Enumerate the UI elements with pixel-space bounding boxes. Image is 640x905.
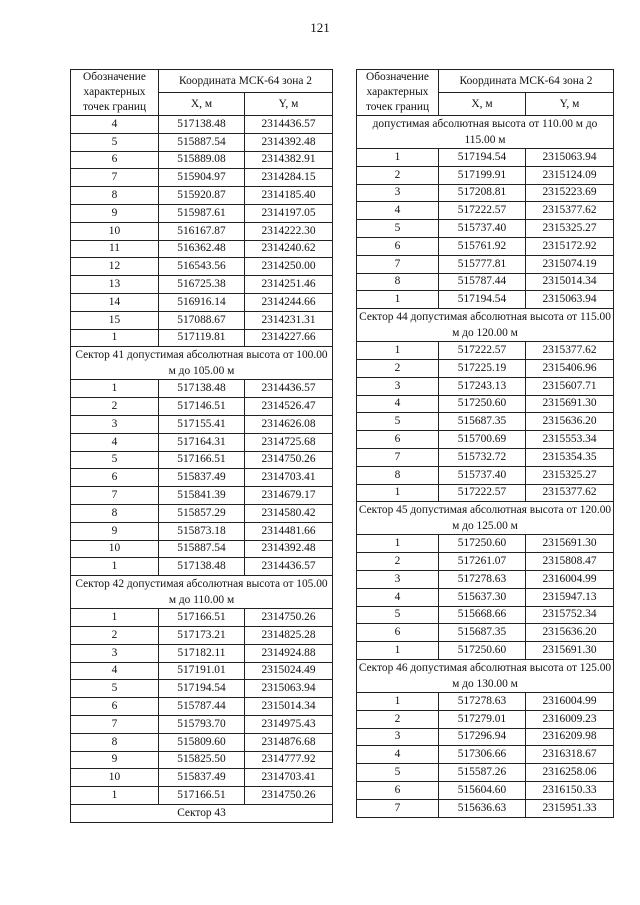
point-number: 1	[71, 329, 159, 347]
header-x: X, м	[159, 93, 245, 116]
point-number: 2	[357, 710, 439, 728]
table-row	[71, 626, 333, 644]
coord-x: 517279.01	[439, 710, 526, 728]
coord-y: 2316009.23	[526, 710, 614, 728]
table-row	[357, 588, 614, 606]
coord-x: 515787.44	[439, 273, 526, 291]
coord-y: 2314750.26	[245, 451, 333, 469]
coord-x: 517250.60	[439, 642, 526, 660]
coord-y: 2315014.34	[526, 273, 614, 291]
point-number: 12	[71, 258, 159, 276]
coord-x: 517164.31	[159, 433, 245, 451]
coord-x: 517166.51	[159, 609, 245, 627]
table-row	[357, 291, 614, 309]
table-row	[357, 799, 614, 817]
table-row	[71, 487, 333, 505]
coord-x: 515857.29	[159, 504, 245, 522]
table-row	[357, 413, 614, 431]
point-number: 5	[71, 680, 159, 698]
coord-x: 515987.61	[159, 204, 245, 222]
coordinates-table-right	[356, 69, 614, 818]
coord-y: 2314526.47	[245, 398, 333, 416]
point-number: 3	[71, 415, 159, 433]
coord-y: 2314679.17	[245, 487, 333, 505]
table-row	[357, 395, 614, 413]
coord-y: 2315377.62	[526, 484, 614, 502]
coord-y: 2315377.62	[526, 342, 614, 360]
point-number: 1	[357, 484, 439, 502]
sector-title: Сектор 43	[71, 804, 333, 822]
table-row	[71, 204, 333, 222]
table-row	[357, 624, 614, 642]
coord-y: 2314725.68	[245, 433, 333, 451]
table-row	[357, 553, 614, 571]
point-number: 1	[71, 380, 159, 398]
table-row	[357, 255, 614, 273]
point-number: 13	[71, 276, 159, 294]
point-number: 1	[357, 342, 439, 360]
point-number: 1	[357, 535, 439, 553]
coord-y: 2314975.43	[245, 715, 333, 733]
coord-x: 515837.49	[159, 469, 245, 487]
point-number: 3	[357, 184, 439, 202]
header-y: Y, м	[526, 93, 614, 116]
table-row	[71, 433, 333, 451]
sector-title: Сектор 45 допустимая абсолютная высота от 120.00 м до 125.00 м	[357, 502, 614, 535]
coord-y: 2314750.26	[245, 787, 333, 805]
table-row	[71, 504, 333, 522]
point-number: 4	[71, 116, 159, 134]
coord-x: 515889.08	[159, 151, 245, 169]
coord-y: 2315063.94	[245, 680, 333, 698]
table-row	[357, 466, 614, 484]
coord-y: 2314240.62	[245, 240, 333, 258]
table-row	[71, 558, 333, 576]
point-number: 9	[71, 751, 159, 769]
coord-y: 2316318.67	[526, 746, 614, 764]
coord-x: 515737.40	[439, 466, 526, 484]
coord-y: 2314284.15	[245, 169, 333, 187]
coord-y: 2315691.30	[526, 642, 614, 660]
coord-x: 517222.57	[439, 484, 526, 502]
coord-x: 517261.07	[439, 553, 526, 571]
table-row	[71, 644, 333, 662]
table-row	[71, 329, 333, 347]
sector-title: допустимая абсолютная высота от 110.00 м до 115.00 м	[357, 116, 614, 149]
point-number: 15	[71, 311, 159, 329]
coord-y: 2315553.34	[526, 431, 614, 449]
point-number: 2	[71, 398, 159, 416]
table-row	[71, 222, 333, 240]
coord-x: 517173.21	[159, 626, 245, 644]
table-row	[357, 710, 614, 728]
coord-x: 517208.81	[439, 184, 526, 202]
sector-header-row	[357, 116, 614, 149]
sector-header-row	[357, 502, 614, 535]
table-row	[357, 484, 614, 502]
coord-x: 515787.44	[159, 698, 245, 716]
point-number: 8	[71, 187, 159, 205]
table-row	[357, 342, 614, 360]
point-number: 7	[357, 448, 439, 466]
coord-x: 517138.48	[159, 380, 245, 398]
coord-x: 517296.94	[439, 728, 526, 746]
coord-x: 515837.49	[159, 769, 245, 787]
coord-x: 515825.50	[159, 751, 245, 769]
coord-y: 2314703.41	[245, 469, 333, 487]
coord-y: 2314876.68	[245, 733, 333, 751]
header-x: X, м	[439, 93, 526, 116]
point-number: 5	[71, 133, 159, 151]
coord-x: 517243.13	[439, 377, 526, 395]
coord-x: 515920.87	[159, 187, 245, 205]
coord-y: 2314924.88	[245, 644, 333, 662]
table-row	[357, 535, 614, 553]
header-point: Обозначение характерных точек границ	[71, 70, 159, 116]
coord-y: 2314392.48	[245, 540, 333, 558]
header-y: Y, м	[245, 93, 333, 116]
table-row	[357, 764, 614, 782]
coord-x: 515777.81	[439, 255, 526, 273]
point-number: 5	[357, 606, 439, 624]
table-row	[71, 769, 333, 787]
coord-y: 2314251.46	[245, 276, 333, 294]
point-number: 3	[357, 728, 439, 746]
coord-y: 2315951.33	[526, 799, 614, 817]
coord-y: 2315636.20	[526, 413, 614, 431]
coord-x: 517222.57	[439, 202, 526, 220]
point-number: 4	[357, 395, 439, 413]
point-number: 5	[357, 220, 439, 238]
coord-x: 515737.40	[439, 220, 526, 238]
coord-x: 517222.57	[439, 342, 526, 360]
point-number: 1	[71, 609, 159, 627]
point-number: 10	[71, 769, 159, 787]
point-number: 9	[71, 204, 159, 222]
sector-header-row	[357, 659, 614, 692]
table-row	[357, 237, 614, 255]
header-coordinate: Координата МСК-64 зона 2	[159, 70, 333, 93]
coord-y: 2314197.05	[245, 204, 333, 222]
coord-y: 2315074.19	[526, 255, 614, 273]
coord-x: 515587.26	[439, 764, 526, 782]
coord-x: 515793.70	[159, 715, 245, 733]
table-row	[71, 609, 333, 627]
table-row	[71, 698, 333, 716]
coord-y: 2315691.30	[526, 395, 614, 413]
coord-x: 517088.67	[159, 311, 245, 329]
coord-x: 517166.51	[159, 787, 245, 805]
table-row	[357, 202, 614, 220]
table-row	[357, 166, 614, 184]
table-row	[71, 116, 333, 134]
coord-y: 2315124.09	[526, 166, 614, 184]
point-number: 5	[357, 413, 439, 431]
coord-y: 2314392.48	[245, 133, 333, 151]
coord-x: 515887.54	[159, 133, 245, 151]
coord-y: 2314825.28	[245, 626, 333, 644]
point-number: 8	[357, 466, 439, 484]
coord-x: 515637.30	[439, 588, 526, 606]
sector-title: Сектор 42 допустимая абсолютная высота от 105.00 м до 110.00 м	[71, 576, 333, 609]
coord-y: 2315607.71	[526, 377, 614, 395]
point-number: 7	[71, 487, 159, 505]
coord-x: 515873.18	[159, 522, 245, 540]
coord-x: 515687.35	[439, 413, 526, 431]
point-number: 6	[357, 431, 439, 449]
point-number: 7	[71, 715, 159, 733]
coord-x: 515636.63	[439, 799, 526, 817]
coord-y: 2314436.57	[245, 558, 333, 576]
coord-x: 517225.19	[439, 359, 526, 377]
table-row	[71, 311, 333, 329]
coordinates-table-left	[70, 69, 333, 823]
table-row	[71, 276, 333, 294]
table-row	[357, 359, 614, 377]
coord-x: 517191.01	[159, 662, 245, 680]
header-point: Обозначение характерных точек границ	[357, 70, 439, 116]
table-row	[71, 258, 333, 276]
coord-y: 2316004.99	[526, 692, 614, 710]
point-number: 4	[357, 588, 439, 606]
table-row	[357, 728, 614, 746]
coord-y: 2315377.62	[526, 202, 614, 220]
coord-y: 2314626.08	[245, 415, 333, 433]
table-row	[71, 133, 333, 151]
coord-x: 515761.92	[439, 237, 526, 255]
table-body	[357, 116, 614, 818]
coord-y: 2315752.34	[526, 606, 614, 624]
coord-x: 517194.54	[159, 680, 245, 698]
coord-y: 2314244.66	[245, 293, 333, 311]
coord-y: 2316209.98	[526, 728, 614, 746]
sector-header-row	[71, 347, 333, 380]
coord-x: 517138.48	[159, 116, 245, 134]
coord-y: 2314703.41	[245, 769, 333, 787]
coord-y: 2314481.66	[245, 522, 333, 540]
coord-y: 2314250.00	[245, 258, 333, 276]
coord-y: 2315354.35	[526, 448, 614, 466]
table-row	[71, 151, 333, 169]
point-number: 3	[357, 377, 439, 395]
coord-x: 517250.60	[439, 395, 526, 413]
coord-y: 2315325.27	[526, 220, 614, 238]
table-row	[357, 431, 614, 449]
coord-x: 516362.48	[159, 240, 245, 258]
coord-x: 515687.35	[439, 624, 526, 642]
sector-header-row	[71, 804, 333, 822]
point-number: 4	[357, 746, 439, 764]
coord-x: 515732.72	[439, 448, 526, 466]
point-number: 10	[71, 540, 159, 558]
coord-x: 515904.97	[159, 169, 245, 187]
coord-x: 517146.51	[159, 398, 245, 416]
point-number: 6	[71, 469, 159, 487]
point-number: 10	[71, 222, 159, 240]
point-number: 8	[71, 733, 159, 751]
point-number: 6	[357, 781, 439, 799]
coord-y: 2315223.69	[526, 184, 614, 202]
coord-y: 2315024.49	[245, 662, 333, 680]
sector-title: Сектор 46 допустимая абсолютная высота от 125.00 м до 130.00 м	[357, 659, 614, 692]
table-row	[71, 662, 333, 680]
table-row	[357, 184, 614, 202]
coord-y: 2316150.33	[526, 781, 614, 799]
table-row	[71, 787, 333, 805]
coord-x: 517199.91	[439, 166, 526, 184]
coord-y: 2314227.66	[245, 329, 333, 347]
point-number: 1	[357, 642, 439, 660]
table-row	[357, 220, 614, 238]
point-number: 2	[71, 626, 159, 644]
coord-y: 2315691.30	[526, 535, 614, 553]
table-row	[357, 606, 614, 624]
point-number: 2	[357, 553, 439, 571]
coord-x: 516167.87	[159, 222, 245, 240]
coord-x: 517278.63	[439, 692, 526, 710]
coord-x: 515604.60	[439, 781, 526, 799]
coord-x: 517194.54	[439, 291, 526, 309]
point-number: 8	[71, 504, 159, 522]
table-row	[71, 680, 333, 698]
point-number: 6	[71, 151, 159, 169]
sector-title: Сектор 44 допустимая абсолютная высота от 115.00 м до 120.00 м	[357, 309, 614, 342]
coord-x: 515841.39	[159, 487, 245, 505]
table-row	[357, 149, 614, 167]
point-number: 8	[357, 273, 439, 291]
coord-x: 515887.54	[159, 540, 245, 558]
point-number: 1	[357, 291, 439, 309]
point-number: 1	[357, 692, 439, 710]
coord-y: 2314382.91	[245, 151, 333, 169]
point-number: 4	[357, 202, 439, 220]
table-row	[71, 522, 333, 540]
table-row	[71, 415, 333, 433]
table-row	[71, 451, 333, 469]
coord-y: 2315325.27	[526, 466, 614, 484]
table-row	[71, 380, 333, 398]
table-row	[357, 377, 614, 395]
coord-x: 517306.66	[439, 746, 526, 764]
table-row	[357, 692, 614, 710]
point-number: 3	[71, 644, 159, 662]
table-row	[71, 293, 333, 311]
coord-x: 517278.63	[439, 570, 526, 588]
coord-x: 517166.51	[159, 451, 245, 469]
coord-x: 517119.81	[159, 329, 245, 347]
coord-y: 2315636.20	[526, 624, 614, 642]
coord-y: 2314222.30	[245, 222, 333, 240]
coord-y: 2315063.94	[526, 149, 614, 167]
point-number: 6	[357, 624, 439, 642]
coord-y: 2314436.57	[245, 380, 333, 398]
table-body	[71, 116, 333, 823]
point-number: 4	[71, 433, 159, 451]
point-number: 2	[357, 166, 439, 184]
coord-x: 517155.41	[159, 415, 245, 433]
coord-y: 2315172.92	[526, 237, 614, 255]
table-row	[71, 715, 333, 733]
point-number: 5	[71, 451, 159, 469]
coord-x: 517182.11	[159, 644, 245, 662]
table-row	[357, 273, 614, 291]
table-row	[357, 781, 614, 799]
page-number: 121	[310, 20, 330, 35]
point-number: 5	[357, 764, 439, 782]
table-row	[71, 540, 333, 558]
coord-y: 2314436.57	[245, 116, 333, 134]
header-coordinate: Координата МСК-64 зона 2	[439, 70, 614, 93]
table-row	[357, 746, 614, 764]
coord-y: 2314580.42	[245, 504, 333, 522]
point-number: 6	[357, 237, 439, 255]
table-row	[357, 642, 614, 660]
coord-y: 2315808.47	[526, 553, 614, 571]
coord-y: 2314231.31	[245, 311, 333, 329]
point-number: 11	[71, 240, 159, 258]
coord-x: 516725.38	[159, 276, 245, 294]
point-number: 1	[357, 149, 439, 167]
sector-header-row	[357, 309, 614, 342]
table-row	[71, 169, 333, 187]
sector-title: Сектор 41 допустимая абсолютная высота от 100.00 м до 105.00 м	[71, 347, 333, 380]
coord-x: 515668.66	[439, 606, 526, 624]
coord-x: 515809.60	[159, 733, 245, 751]
point-number: 14	[71, 293, 159, 311]
point-number: 9	[71, 522, 159, 540]
table-row	[71, 751, 333, 769]
point-number: 7	[357, 799, 439, 817]
coord-y: 2315406.96	[526, 359, 614, 377]
coord-x: 517138.48	[159, 558, 245, 576]
coord-y: 2314185.40	[245, 187, 333, 205]
coord-y: 2314777.92	[245, 751, 333, 769]
coord-y: 2315014.34	[245, 698, 333, 716]
coord-y: 2315947.13	[526, 588, 614, 606]
point-number: 1	[71, 558, 159, 576]
table-row	[357, 448, 614, 466]
coord-x: 515700.69	[439, 431, 526, 449]
coord-y: 2316258.06	[526, 764, 614, 782]
coord-x: 516543.56	[159, 258, 245, 276]
table-row	[71, 469, 333, 487]
point-number: 7	[357, 255, 439, 273]
point-number: 3	[357, 570, 439, 588]
table-row	[71, 187, 333, 205]
coord-x: 517250.60	[439, 535, 526, 553]
sector-header-row	[71, 576, 333, 609]
table-row	[357, 570, 614, 588]
table-row	[71, 733, 333, 751]
coord-x: 516916.14	[159, 293, 245, 311]
table-row	[71, 398, 333, 416]
point-number: 7	[71, 169, 159, 187]
point-number: 6	[71, 698, 159, 716]
coord-y: 2316004.99	[526, 570, 614, 588]
coord-y: 2314750.26	[245, 609, 333, 627]
table-row	[71, 240, 333, 258]
point-number: 2	[357, 359, 439, 377]
coord-y: 2315063.94	[526, 291, 614, 309]
point-number: 1	[71, 787, 159, 805]
point-number: 4	[71, 662, 159, 680]
coord-x: 517194.54	[439, 149, 526, 167]
